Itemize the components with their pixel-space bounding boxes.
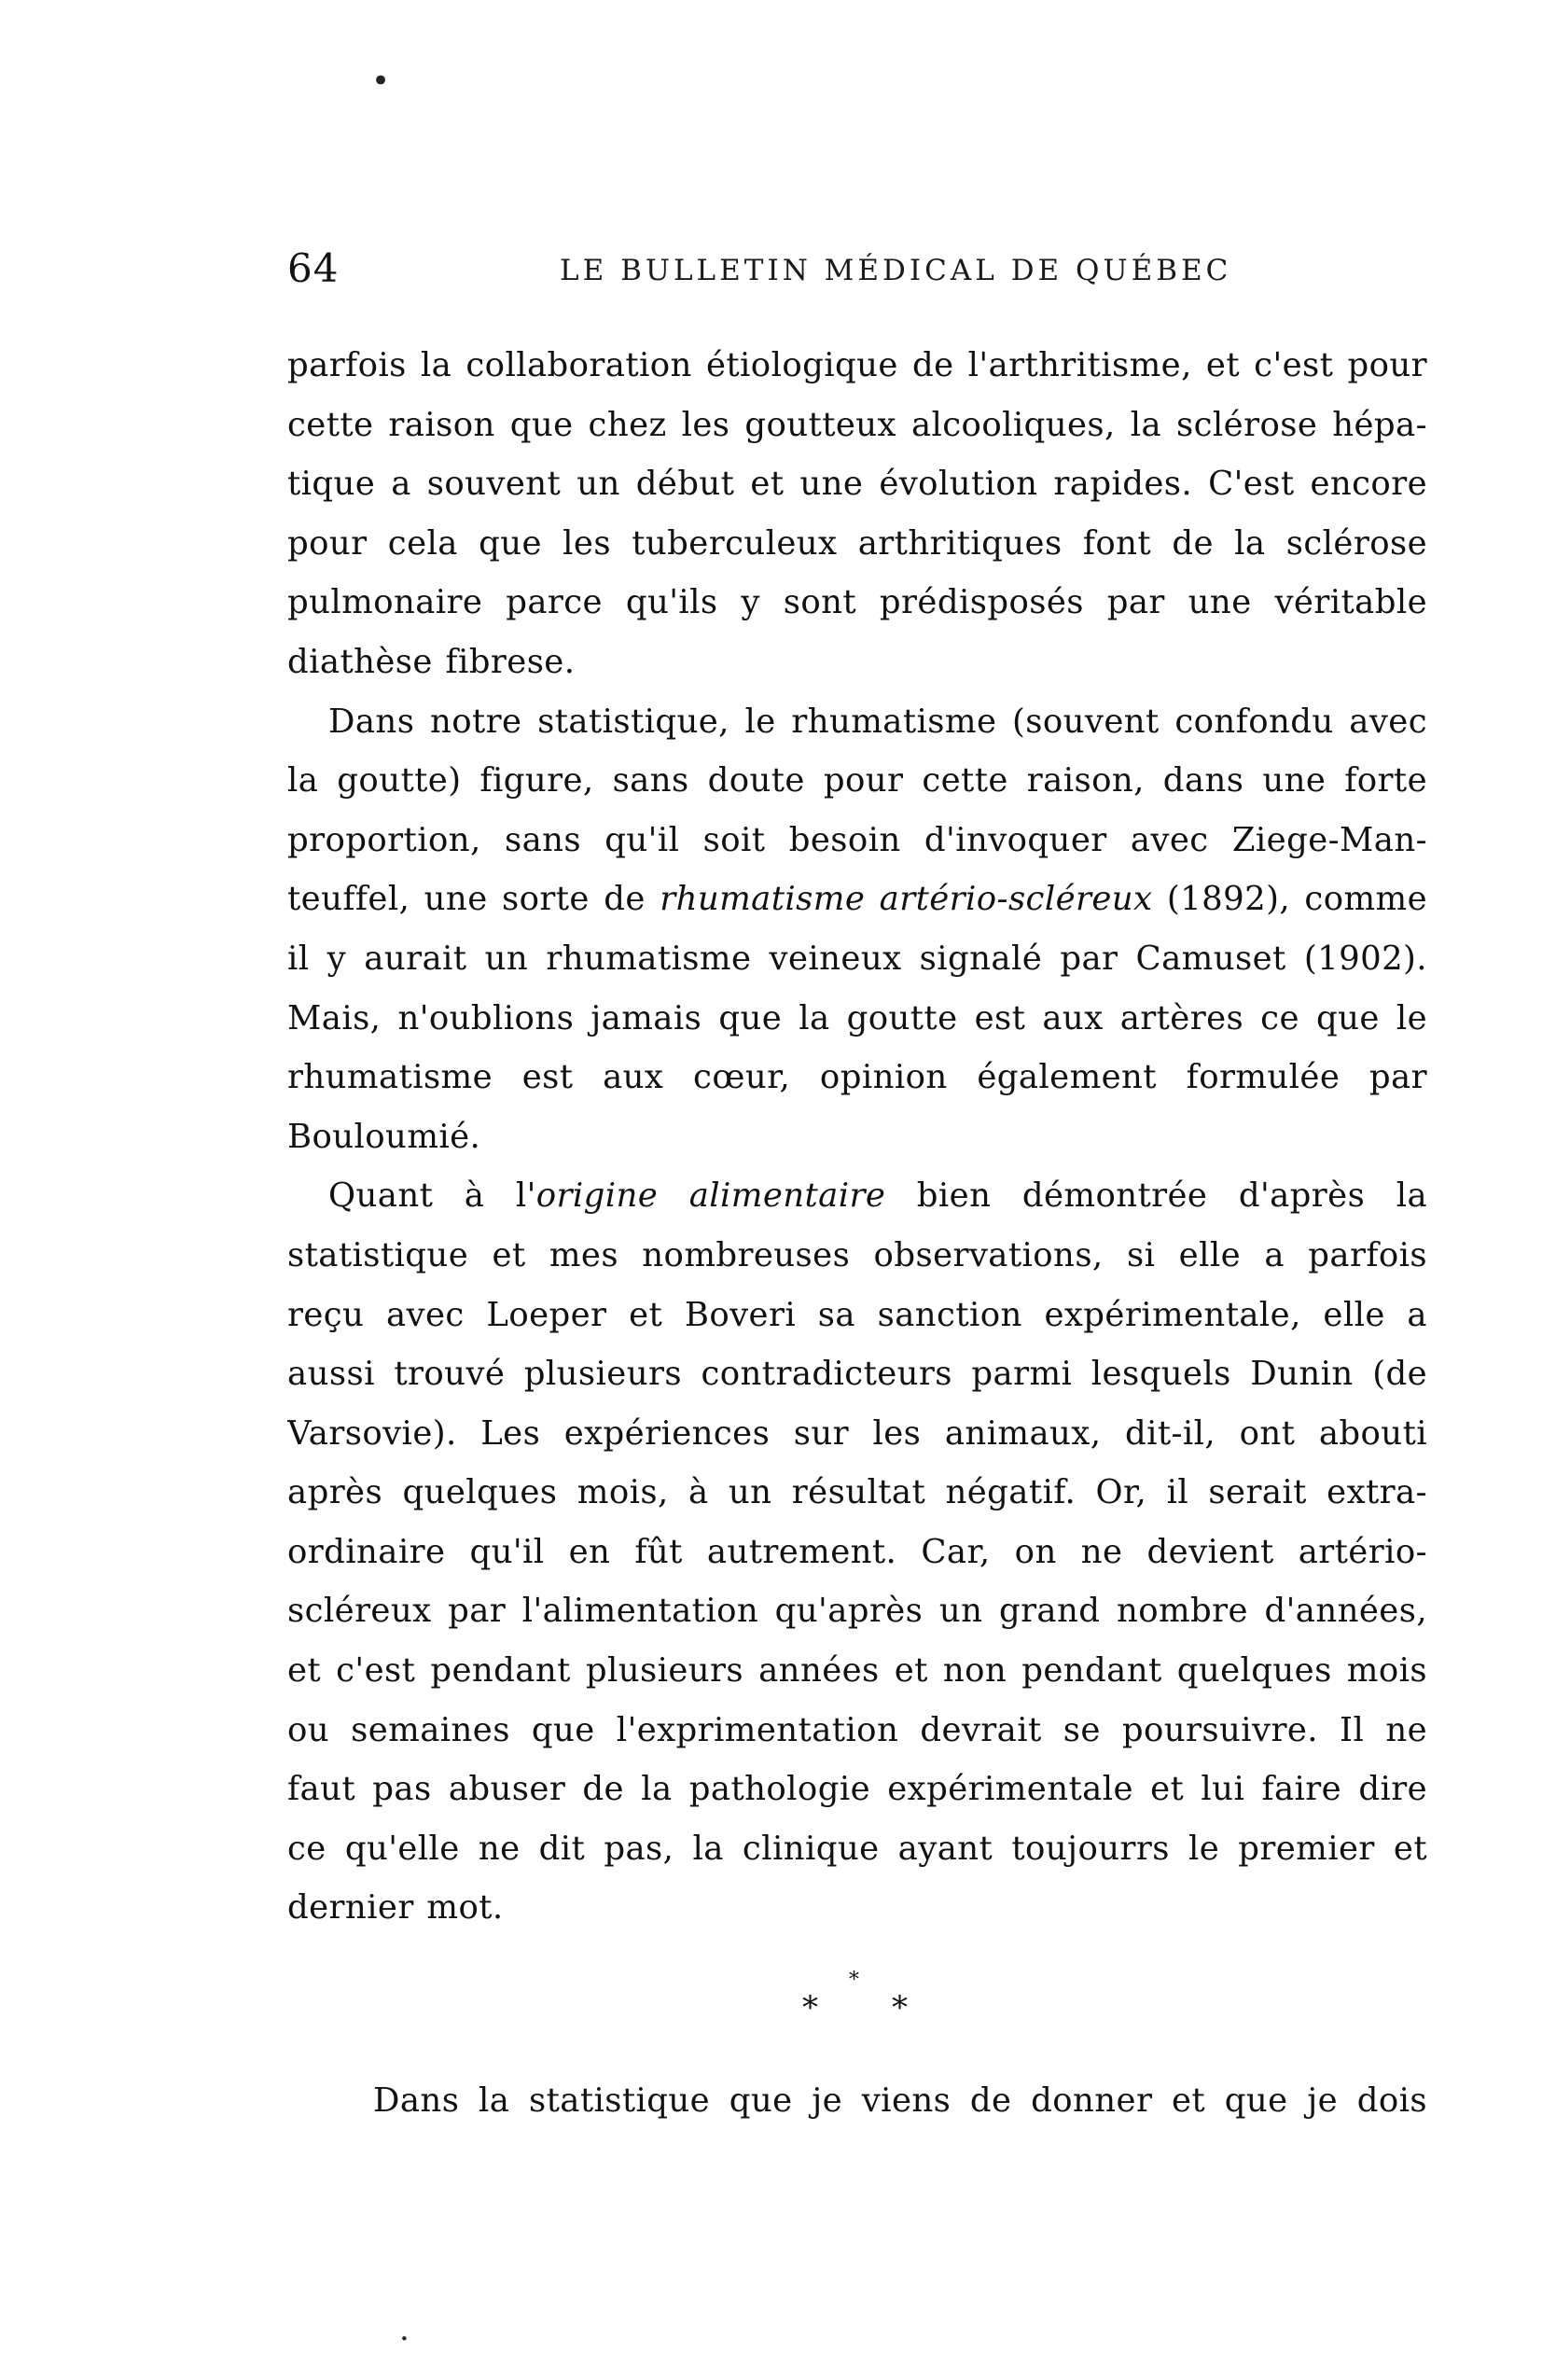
text-line: tique a souvent un début et une évolution rapides. C'est encore [287, 465, 1427, 504]
text-segment: (1892), comme [1166, 880, 1427, 919]
text-line: statistique et mes nombreuses observations, si elle a parfois [287, 1235, 1427, 1274]
asterisk: * [802, 1989, 818, 2026]
text-line: Mais, n'oublions jamais que la goutte est aux artères ce que le [287, 998, 1427, 1037]
text-line: scléreux par l'alimentation qu'après un grand nombre d'années, [287, 1592, 1427, 1631]
text-line: Dans notre statistique, le rhumatisme (souvent confondu avec [328, 702, 1427, 741]
text-line: diathèse fibrese. [287, 642, 576, 681]
ink-speck: · [399, 2320, 410, 2358]
text-line: après quelques mois, à un résultat négatif. Or, il serait extra- [287, 1473, 1427, 1512]
text-line: la goutte) figure, sans doute pour cette raison, dans une forte [287, 761, 1427, 800]
asterisk: * [892, 1989, 908, 2026]
text-line: ordinaire qu'il en fût autrement. Car, on ne devient artério- [287, 1532, 1427, 1571]
italic-term: origine alimentaire [535, 1176, 886, 1216]
text-line-with-italic [287, 1166, 1427, 1226]
text-line: pour cela que les tuberculeux arthritiques font de la sclérose [287, 523, 1427, 563]
text-line: reçu avec Loeper et Boveri sa sanction expérimentale, elle a [287, 1295, 1427, 1334]
text-line: ce qu'elle ne dit pas, la clinique ayant toujourrs le premier et [287, 1829, 1427, 1868]
text-line: Bouloumié. [287, 1117, 481, 1156]
text-segment: bien démontrée d'après la [916, 1176, 1427, 1216]
text-line: parfois la collaboration étiologique de l'arthritisme, et c'est pour [287, 346, 1427, 384]
ink-speck: • [371, 63, 391, 100]
closing-line: Dans la statistique que je viens de donner et que je dois [373, 2081, 1427, 2120]
text-line: pulmonaire parce qu'ils y sont prédisposés par une véritable [287, 583, 1427, 622]
text-line: cette raison que chez les goutteux alcooliques, la sclérose hépa- [287, 405, 1427, 444]
text-line: il y aurait un rhumatisme veineux signalé par Camuset (1902). [287, 939, 1427, 978]
section-break-asterism [802, 1969, 914, 2025]
text-line: Varsovie). Les expériences sur les animaux, dit-il, ont abouti [287, 1413, 1427, 1453]
running-title: LE BULLETIN MÉDICAL DE QUÉBEC [560, 254, 1232, 287]
italic-term: rhumatisme artério-scléreux [660, 880, 1153, 919]
text-line: dernier mot. [287, 1888, 504, 1928]
text-line: faut pas abuser de la pathologie expérimentale et lui faire dire [287, 1770, 1427, 1809]
asterisk: * [849, 1969, 859, 1992]
text-line-with-italic [287, 870, 1427, 929]
text-line: proportion, sans qu'il soit besoin d'invoquer avec Ziege-Man- [287, 820, 1427, 859]
text-line: ou semaines que l'exprimentation devrait se poursuivre. Il ne [287, 1710, 1427, 1749]
body-text [287, 336, 1427, 1938]
text-line: aussi trouvé plusieurs contradicteurs parmi lesquels Dunin (de [287, 1355, 1427, 1394]
text-line: et c'est pendant plusieurs années et non pendant quelques mois [287, 1651, 1427, 1691]
text-line: rhumatisme est aux cœur, opinion également formulée par [287, 1058, 1427, 1097]
text-segment: teuffel, une sorte de [287, 880, 646, 919]
page-number: 64 [287, 245, 340, 291]
text-segment: Quant à l' [328, 1176, 536, 1216]
